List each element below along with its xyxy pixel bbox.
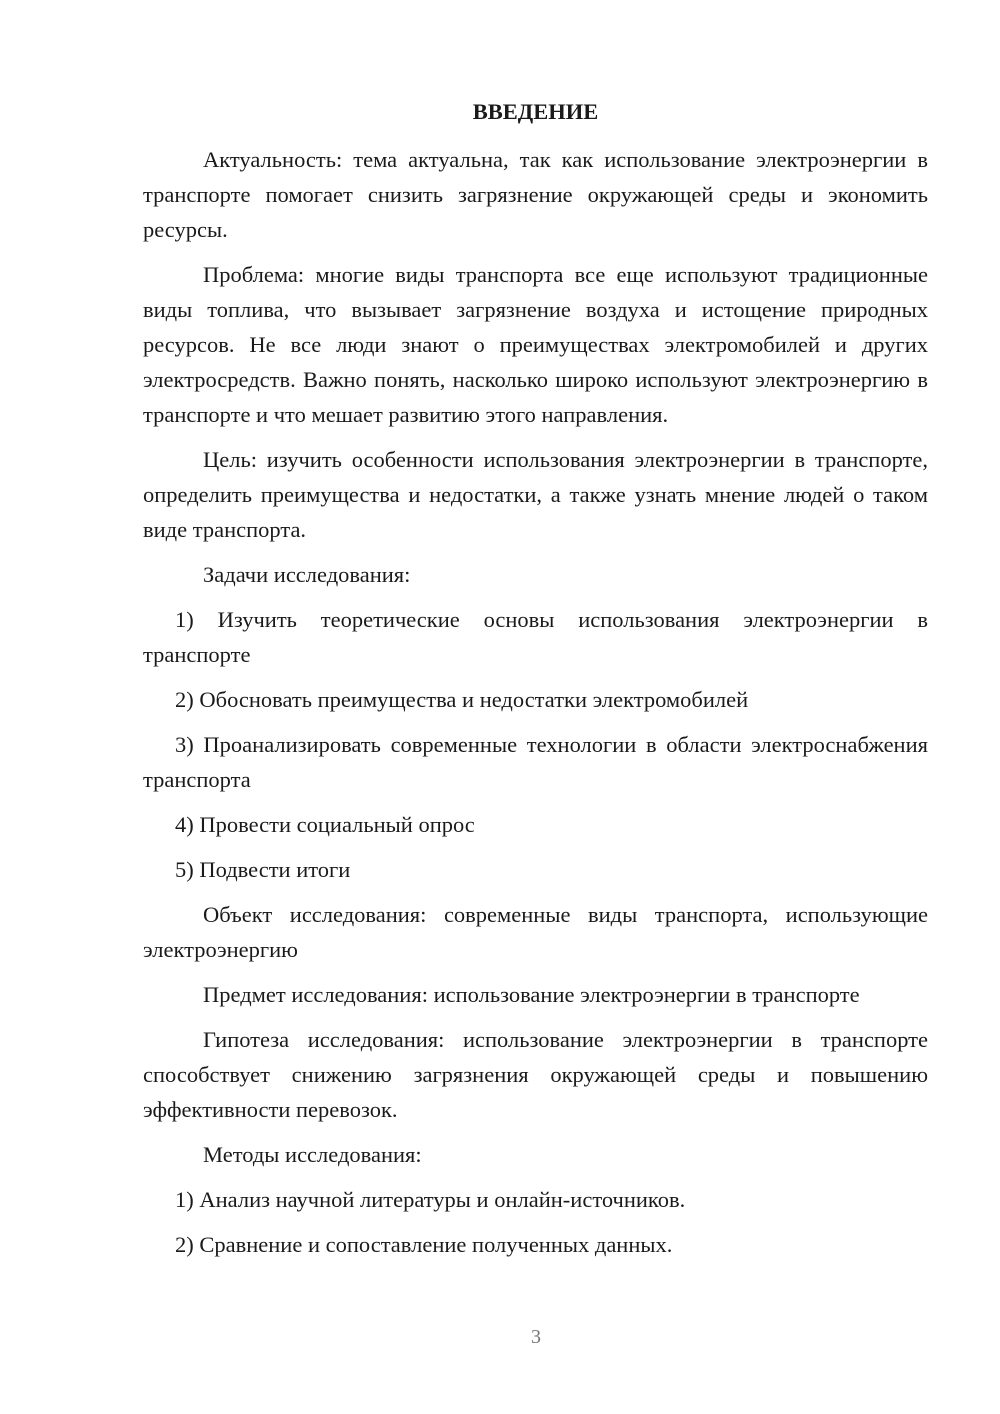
task-item: 1) Изучить теоретические основы использования электроэнергии в транспорте	[143, 607, 928, 667]
subject-paragraph: Предмет исследования: использование электроэнергии в транспорте	[203, 982, 860, 1007]
goal-paragraph: Цель: изучить особенности использования электроэнергии в транспорте, определить преимущества и недостатки, а также узнать мнение людей о таком виде транспорта.	[143, 447, 928, 542]
methods-heading: Методы исследования:	[203, 1142, 422, 1167]
method-item: 2) Сравнение и сопоставление полученных данных.	[175, 1232, 673, 1257]
task-item: 4) Провести социальный опрос	[175, 812, 475, 837]
task-item: 2) Обосновать преимущества и недостатки электромобилей	[175, 687, 749, 712]
page-number: 3	[531, 1326, 541, 1348]
task-item: 5) Подвести итоги	[175, 857, 351, 882]
method-item: 1) Анализ научной литературы и онлайн-источников.	[175, 1187, 686, 1212]
document-page	[143, 94, 928, 1272]
hypothesis-paragraph: Гипотеза исследования: использование электроэнергии в транспорте способствует снижению загрязнения окружающей среды и повышению эффективности перевозок.	[143, 1027, 928, 1122]
tasks-heading: Задачи исследования:	[203, 562, 411, 587]
problem-paragraph: Проблема: многие виды транспорта все еще используют традиционные виды топлива, что вызывает загрязнение воздуха и истощение природных ресурсов. Не все люди знают о преимуществах электромобилей и других электросредств. Важно понять, насколько широко используют электроэнергию в транспорте и что мешает развитию этого направления.	[143, 262, 928, 427]
relevance-paragraph: Актуальность: тема актуальна, так как использование электроэнергии в транспорте помогает снизить загрязнение окружающей среды и экономить ресурсы.	[143, 147, 928, 242]
object-paragraph: Объект исследования: современные виды транспорта, использующие электроэнергию	[143, 902, 928, 962]
task-item: 3) Проанализировать современные технологии в области электроснабжения транспорта	[143, 732, 928, 792]
page-title: ВВЕДЕНИЕ	[472, 99, 599, 124]
